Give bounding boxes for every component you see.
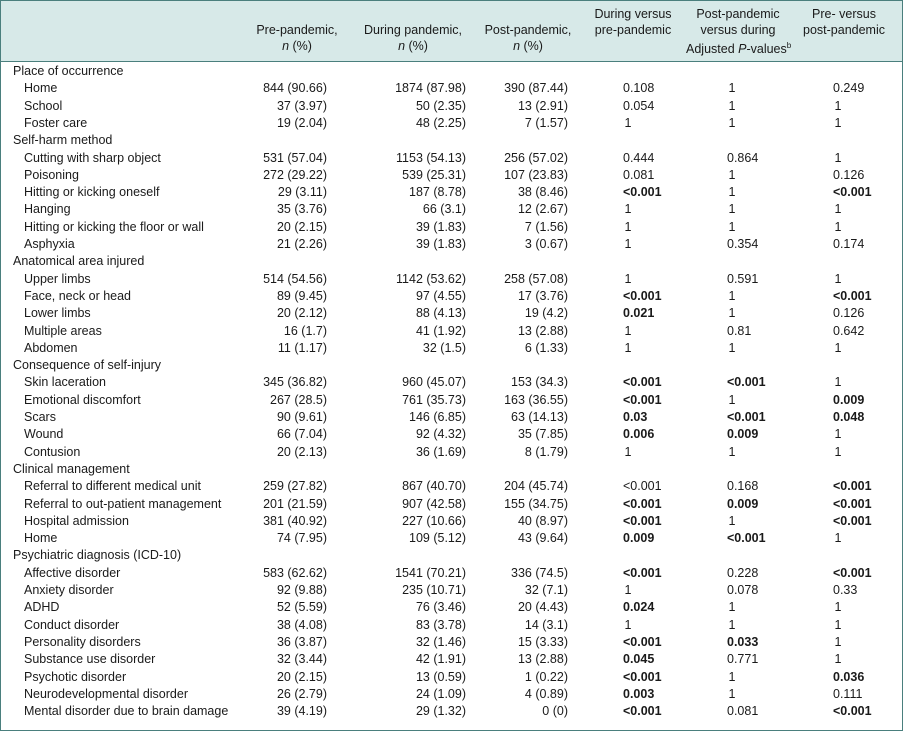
p-pre-vs-post: <0.001 <box>833 704 872 719</box>
row-label: Poisoning <box>24 167 79 182</box>
p-during-vs-pre: 1 <box>624 444 632 459</box>
p-pre-vs-post: 0.126 <box>833 306 865 321</box>
pre-pandemic-count: 345 (36.82) <box>263 375 327 390</box>
during-pandemic-count: 32 (1.5) <box>422 340 466 355</box>
post-pandemic-count: 0 (0) <box>542 704 568 719</box>
p-pre-vs-post: 1 <box>834 115 842 130</box>
pre-pandemic-count: 38 (4.08) <box>276 617 327 632</box>
section-heading: Clinical management <box>13 461 130 476</box>
p-during-vs-pre: 0.054 <box>623 98 655 113</box>
post-pandemic-count: 258 (57.08) <box>504 271 568 286</box>
table-row <box>0 340 903 357</box>
row-label: Skin laceration <box>24 375 106 390</box>
p-during-vs-pre: <0.001 <box>623 565 662 580</box>
pre-pandemic-count: 52 (5.59) <box>276 600 327 615</box>
table-row <box>0 582 903 599</box>
header-adjusted-p-values: Adjusted P-values$^b$ <box>686 41 792 57</box>
pre-pandemic-count: 16 (1.7) <box>283 323 327 338</box>
row-label: Upper limbs <box>24 271 91 286</box>
p-post-vs-during: 0.033 <box>727 634 759 649</box>
post-pandemic-count: 6 (1.33) <box>524 340 568 355</box>
post-pandemic-count: 38 (8.46) <box>517 185 568 200</box>
row-label: Lower limbs <box>24 306 91 321</box>
p-pre-vs-post: 0.174 <box>833 237 865 251</box>
table-row <box>0 167 903 184</box>
p-during-vs-pre: <0.001 <box>623 496 662 511</box>
p-during-vs-pre: <0.001 <box>623 634 662 649</box>
post-pandemic-count: 43 (9.64) <box>517 531 568 546</box>
p-pre-vs-post: 1 <box>834 375 842 390</box>
row-label: Wound <box>24 427 64 442</box>
pre-pandemic-count: 381 (40.92) <box>263 513 327 528</box>
p-post-vs-during: 0.009 <box>727 427 759 442</box>
p-during-vs-pre: 1 <box>624 237 632 251</box>
pre-pandemic-count: 583 (62.62) <box>263 565 327 580</box>
p-post-vs-during: 1 <box>728 202 736 217</box>
p-post-vs-during: 0.078 <box>727 583 759 597</box>
during-pandemic-count: 1142 (53.62) <box>396 271 466 286</box>
during-pandemic-count: 48 (2.25) <box>415 115 466 130</box>
pre-pandemic-count: 20 (2.12) <box>276 306 327 321</box>
table-top-rule <box>0 0 903 1</box>
during-pandemic-count: 32 (1.46) <box>415 634 466 649</box>
pre-pandemic-count: 36 (3.87) <box>276 634 327 649</box>
p-pre-vs-post: 0.111 <box>833 686 863 701</box>
p-post-vs-during: 0.354 <box>727 237 759 251</box>
during-pandemic-count: 1153 (54.13) <box>396 150 466 165</box>
pre-pandemic-count: 29 (3.11) <box>277 185 327 200</box>
p-pre-vs-post: 1 <box>834 600 842 615</box>
table-row <box>0 513 903 530</box>
row-label: Referral to different medical unit <box>24 479 201 494</box>
p-post-vs-during: 1 <box>728 600 736 615</box>
p-during-vs-pre: <0.001 <box>623 704 662 719</box>
pre-pandemic-count: 32 (3.44) <box>276 652 327 667</box>
header-during-pandemic: During pandemic, n (%) <box>364 23 462 53</box>
pre-pandemic-count: 272 (29.22) <box>263 167 327 182</box>
p-post-vs-during: <0.001 <box>727 410 766 424</box>
p-post-vs-during: 0.009 <box>727 496 759 511</box>
table-row <box>0 305 903 322</box>
p-during-vs-pre: <0.001 <box>623 513 662 528</box>
table-row <box>0 150 903 167</box>
during-pandemic-count: 39 (1.83) <box>415 237 466 251</box>
post-pandemic-count: 153 (34.3) <box>511 375 568 390</box>
table-row <box>0 271 903 288</box>
header-post-pandemic: Post-pandemic, n (%) <box>484 23 572 53</box>
p-during-vs-pre: 0.444 <box>623 150 655 165</box>
table-row <box>0 634 903 651</box>
post-pandemic-count: 15 (3.33) <box>517 634 568 649</box>
p-during-vs-pre: 0.021 <box>623 306 655 321</box>
post-pandemic-count: 7 (1.57) <box>524 115 568 130</box>
section-heading: Anatomical area injured <box>13 254 145 269</box>
p-during-vs-pre: <0.001 <box>623 185 662 200</box>
table-row <box>0 98 903 115</box>
p-during-vs-pre: <0.001 <box>623 392 662 407</box>
row-label: Cutting with sharp object <box>24 150 161 165</box>
table-row <box>0 201 903 218</box>
post-pandemic-count: 1 (0.22) <box>524 669 568 684</box>
row-label: Home <box>24 81 58 96</box>
row-label: ADHD <box>24 600 60 615</box>
post-pandemic-count: 17 (3.76) <box>517 288 568 303</box>
p-pre-vs-post: 0.249 <box>833 81 865 96</box>
p-during-vs-pre: 1 <box>624 219 632 234</box>
post-pandemic-count: 32 (7.1) <box>524 583 568 597</box>
during-pandemic-count: 41 (1.92) <box>415 323 466 338</box>
p-post-vs-during: 1 <box>728 98 736 113</box>
row-label: Hitting or kicking oneself <box>24 185 160 200</box>
pre-pandemic-count: 20 (2.15) <box>276 219 327 234</box>
p-post-vs-during: 1 <box>728 513 736 528</box>
post-pandemic-count: 13 (2.88) <box>517 323 568 338</box>
p-during-vs-pre: 0.045 <box>623 652 655 667</box>
p-during-vs-pre: <0.001 <box>623 669 662 684</box>
p-pre-vs-post: 1 <box>834 98 842 113</box>
p-post-vs-during: 1 <box>728 669 736 684</box>
pre-pandemic-count: 20 (2.13) <box>276 444 327 459</box>
during-pandemic-count: 761 (35.73) <box>402 392 466 407</box>
p-pre-vs-post: <0.001 <box>833 565 872 580</box>
row-label: Home <box>24 531 58 546</box>
p-post-vs-during: 1 <box>728 115 736 130</box>
header-pre-pandemic: Pre-pandemic, n (%) <box>256 23 338 53</box>
row-label: Neurodevelopmental disorder <box>24 686 188 701</box>
row-label: Psychotic disorder <box>24 669 127 684</box>
pre-pandemic-count: 37 (3.97) <box>276 98 327 113</box>
table-row <box>0 323 903 340</box>
pre-pandemic-count: 39 (4.19) <box>276 704 327 719</box>
p-pre-vs-post: 1 <box>834 617 842 632</box>
during-pandemic-count: 24 (1.09) <box>415 686 466 701</box>
p-during-vs-pre: 0.024 <box>623 600 655 615</box>
post-pandemic-count: 63 (14.13) <box>511 410 568 424</box>
p-during-vs-pre: 1 <box>624 340 632 355</box>
row-label: Scars <box>24 410 56 424</box>
p-pre-vs-post: 1 <box>834 634 842 649</box>
pre-pandemic-count: 35 (3.76) <box>276 202 327 217</box>
section-heading: Place of occurrence <box>13 64 124 78</box>
p-post-vs-during: 1 <box>728 81 736 96</box>
post-pandemic-count: 40 (8.97) <box>517 513 568 528</box>
p-post-vs-during: 0.081 <box>727 704 759 719</box>
p-during-vs-pre: 0.03 <box>623 410 648 424</box>
during-pandemic-count: 109 (5.12) <box>409 531 466 546</box>
p-pre-vs-post: 1 <box>834 531 842 546</box>
table-row <box>0 651 903 668</box>
row-label: Emotional discomfort <box>24 392 141 407</box>
during-pandemic-count: 146 (6.85) <box>409 410 466 424</box>
p-pre-vs-post: 0.126 <box>833 167 865 182</box>
during-pandemic-count: 50 (2.35) <box>415 98 466 113</box>
post-pandemic-count: 19 (4.2) <box>524 306 568 321</box>
during-pandemic-count: 227 (10.66) <box>402 513 466 528</box>
during-pandemic-count: 39 (1.83) <box>415 219 466 234</box>
post-pandemic-count: 12 (2.67) <box>517 202 568 217</box>
p-during-vs-pre: 1 <box>624 617 632 632</box>
p-during-vs-pre: 0.108 <box>623 81 655 96</box>
p-pre-vs-post: 0.642 <box>833 323 865 338</box>
post-pandemic-count: 14 (3.1) <box>524 617 568 632</box>
table-row <box>0 565 903 582</box>
p-pre-vs-post: 1 <box>834 150 842 165</box>
section-heading: Self-harm method <box>13 133 113 148</box>
p-pre-vs-post: <0.001 <box>833 288 872 303</box>
p-during-vs-pre: 0.009 <box>623 531 655 546</box>
during-pandemic-count: 76 (3.46) <box>415 600 466 615</box>
table-row <box>0 80 903 97</box>
pre-pandemic-count: 514 (54.56) <box>263 271 327 286</box>
pre-pandemic-count: 89 (9.45) <box>276 288 327 303</box>
post-pandemic-count: 155 (34.75) <box>504 496 568 511</box>
post-pandemic-count: 35 (7.85) <box>517 427 568 442</box>
table-row <box>0 496 903 513</box>
during-pandemic-count: 907 (42.58) <box>402 496 466 511</box>
during-pandemic-count: 867 (40.70) <box>402 479 466 494</box>
post-pandemic-count: 13 (2.91) <box>517 98 568 113</box>
p-pre-vs-post: <0.001 <box>833 496 872 511</box>
p-during-vs-pre: 1 <box>624 115 632 130</box>
during-pandemic-count: 1874 (87.98) <box>395 81 466 96</box>
p-post-vs-during: <0.001 <box>727 375 766 390</box>
p-post-vs-during: 1 <box>728 444 736 459</box>
table-row <box>0 669 903 686</box>
p-post-vs-during: 1 <box>728 288 736 303</box>
row-label: Asphyxia <box>24 237 75 251</box>
row-label: Anxiety disorder <box>24 583 114 597</box>
table-row <box>0 184 903 201</box>
p-post-vs-during: 1 <box>728 617 736 632</box>
pre-pandemic-count: 21 (2.26) <box>276 237 327 251</box>
p-post-vs-during: <0.001 <box>727 531 766 546</box>
table-row <box>0 599 903 616</box>
table-row <box>0 115 903 132</box>
post-pandemic-count: 4 (0.89) <box>524 686 568 701</box>
pre-pandemic-count: 19 (2.04) <box>276 115 327 130</box>
row-label: Mental disorder due to brain damage <box>24 704 229 719</box>
p-pre-vs-post: <0.001 <box>833 479 872 494</box>
p-during-vs-pre: 1 <box>624 271 632 286</box>
table-row <box>0 478 903 495</box>
p-post-vs-during: 1 <box>728 686 736 701</box>
pre-pandemic-count: 844 (90.66) <box>263 81 327 96</box>
table-row <box>0 426 903 443</box>
during-pandemic-count: 42 (1.91) <box>415 652 466 667</box>
p-post-vs-during: 0.228 <box>727 565 759 580</box>
pre-pandemic-count: 74 (7.95) <box>276 531 327 546</box>
table-row <box>0 444 903 461</box>
during-pandemic-count: 66 (3.1) <box>422 202 466 217</box>
row-label: Affective disorder <box>24 565 121 580</box>
during-pandemic-count: 92 (4.32) <box>415 427 466 442</box>
post-pandemic-count: 7 (1.56) <box>524 219 568 234</box>
pre-pandemic-count: 90 (9.61) <box>276 410 327 424</box>
post-pandemic-count: 204 (45.74) <box>504 479 568 494</box>
p-post-vs-during: 0.81 <box>727 323 752 338</box>
p-post-vs-during: 1 <box>728 306 736 321</box>
p-post-vs-during: 1 <box>728 340 736 355</box>
post-pandemic-count: 336 (74.5) <box>511 565 568 580</box>
section-heading: Psychiatric diagnosis (ICD-10) <box>13 548 182 563</box>
header-bottom-rule <box>0 61 903 62</box>
during-pandemic-count: 88 (4.13) <box>415 306 466 321</box>
p-post-vs-during: 1 <box>728 167 736 182</box>
p-during-vs-pre: 1 <box>624 202 632 217</box>
during-pandemic-count: 539 (25.31) <box>402 167 466 182</box>
during-pandemic-count: 36 (1.69) <box>415 444 466 459</box>
p-during-vs-pre: 0.006 <box>623 427 655 442</box>
pre-pandemic-count: 259 (27.82) <box>263 479 327 494</box>
table-row <box>0 392 903 409</box>
p-during-vs-pre: 1 <box>624 323 632 338</box>
pre-pandemic-count: 531 (57.04) <box>263 150 327 165</box>
row-label: Hospital admission <box>24 513 129 528</box>
row-label: Foster care <box>24 115 88 130</box>
p-pre-vs-post: <0.001 <box>833 513 872 528</box>
p-pre-vs-post: 0.33 <box>833 583 858 597</box>
post-pandemic-count: 3 (0.67) <box>524 237 568 251</box>
post-pandemic-count: 163 (36.55) <box>504 392 568 407</box>
p-during-vs-pre: 1 <box>624 583 632 597</box>
row-label: Face, neck or head <box>24 288 132 303</box>
post-pandemic-count: 13 (2.88) <box>517 652 568 667</box>
table-row <box>0 374 903 391</box>
p-pre-vs-post: 1 <box>834 202 842 217</box>
pre-pandemic-count: 26 (2.79) <box>276 686 327 701</box>
row-label: Personality disorders <box>24 634 141 649</box>
p-pre-vs-post: 1 <box>834 219 842 234</box>
header-pre-vs-post: Pre- versus post-pandemic <box>803 7 885 37</box>
p-during-vs-pre: <0.001 <box>623 375 662 390</box>
p-post-vs-during: 1 <box>728 392 736 407</box>
table-row <box>0 219 903 236</box>
row-label: School <box>24 98 63 113</box>
pre-pandemic-count: 267 (28.5) <box>270 392 327 407</box>
p-pre-vs-post: 1 <box>834 652 842 667</box>
table-row <box>0 617 903 634</box>
during-pandemic-count: 1541 (70.21) <box>395 565 466 580</box>
during-pandemic-count: 29 (1.32) <box>415 704 466 719</box>
during-pandemic-count: 83 (3.78) <box>415 617 466 632</box>
table-row <box>0 236 903 253</box>
header-during-vs-pre: During versus pre-pandemic <box>594 7 672 37</box>
p-pre-vs-post: 0.009 <box>833 392 865 407</box>
row-label: Hitting or kicking the floor or wall <box>24 219 204 234</box>
p-post-vs-during: 0.168 <box>727 479 759 494</box>
table-row <box>0 703 903 720</box>
table-row <box>0 409 903 426</box>
row-label: Abdomen <box>24 340 78 355</box>
during-pandemic-count: 235 (10.71) <box>402 583 466 597</box>
p-post-vs-during: 0.771 <box>727 652 759 667</box>
p-pre-vs-post: 1 <box>834 340 842 355</box>
p-during-vs-pre: 0.003 <box>623 686 655 701</box>
p-during-vs-pre: <0.001 <box>623 288 662 303</box>
pre-pandemic-count: 92 (9.88) <box>276 583 327 597</box>
p-pre-vs-post: 0.036 <box>833 669 865 684</box>
pre-pandemic-count: 66 (7.04) <box>276 427 327 442</box>
pre-pandemic-count: 201 (21.59) <box>263 496 327 511</box>
p-post-vs-during: 1 <box>728 219 736 234</box>
section-heading: Consequence of self-injury <box>13 358 161 373</box>
table-row <box>0 288 903 305</box>
during-pandemic-count: 13 (0.59) <box>415 669 466 684</box>
during-pandemic-count: 97 (4.55) <box>415 288 466 303</box>
during-pandemic-count: 960 (45.07) <box>402 375 466 390</box>
table-row <box>0 686 903 703</box>
p-pre-vs-post: <0.001 <box>833 185 872 200</box>
row-label: Contusion <box>24 444 81 459</box>
during-pandemic-count: 187 (8.78) <box>409 185 466 200</box>
row-label: Substance use disorder <box>24 652 156 667</box>
row-label: Referral to out-patient management <box>24 496 222 511</box>
header-post-vs-during: Post-pandemic versus during Adjusted P-values$^b$ <box>686 7 792 57</box>
post-pandemic-count: 256 (57.02) <box>504 150 568 165</box>
row-label: Conduct disorder <box>24 617 120 632</box>
table-row <box>0 530 903 547</box>
p-during-vs-pre: <0.001 <box>623 479 662 494</box>
p-pre-vs-post: 1 <box>834 427 842 442</box>
post-pandemic-count: 107 (23.83) <box>504 167 568 182</box>
post-pandemic-count: 20 (4.43) <box>517 600 568 615</box>
row-label: Hanging <box>24 202 71 217</box>
p-pre-vs-post: 0.048 <box>833 410 865 424</box>
post-pandemic-count: 390 (87.44) <box>504 81 568 96</box>
p-post-vs-during: 1 <box>728 185 736 200</box>
p-during-vs-pre: 0.081 <box>623 167 655 182</box>
row-label: Multiple areas <box>24 323 102 338</box>
p-post-vs-during: 0.591 <box>727 271 759 286</box>
pre-pandemic-count: 11 (1.17) <box>277 340 327 355</box>
pre-pandemic-count: 20 (2.15) <box>276 669 327 684</box>
p-pre-vs-post: 1 <box>834 271 842 286</box>
p-pre-vs-post: 1 <box>834 444 842 459</box>
p-post-vs-during: 0.864 <box>727 150 759 165</box>
post-pandemic-count: 8 (1.79) <box>524 444 568 459</box>
